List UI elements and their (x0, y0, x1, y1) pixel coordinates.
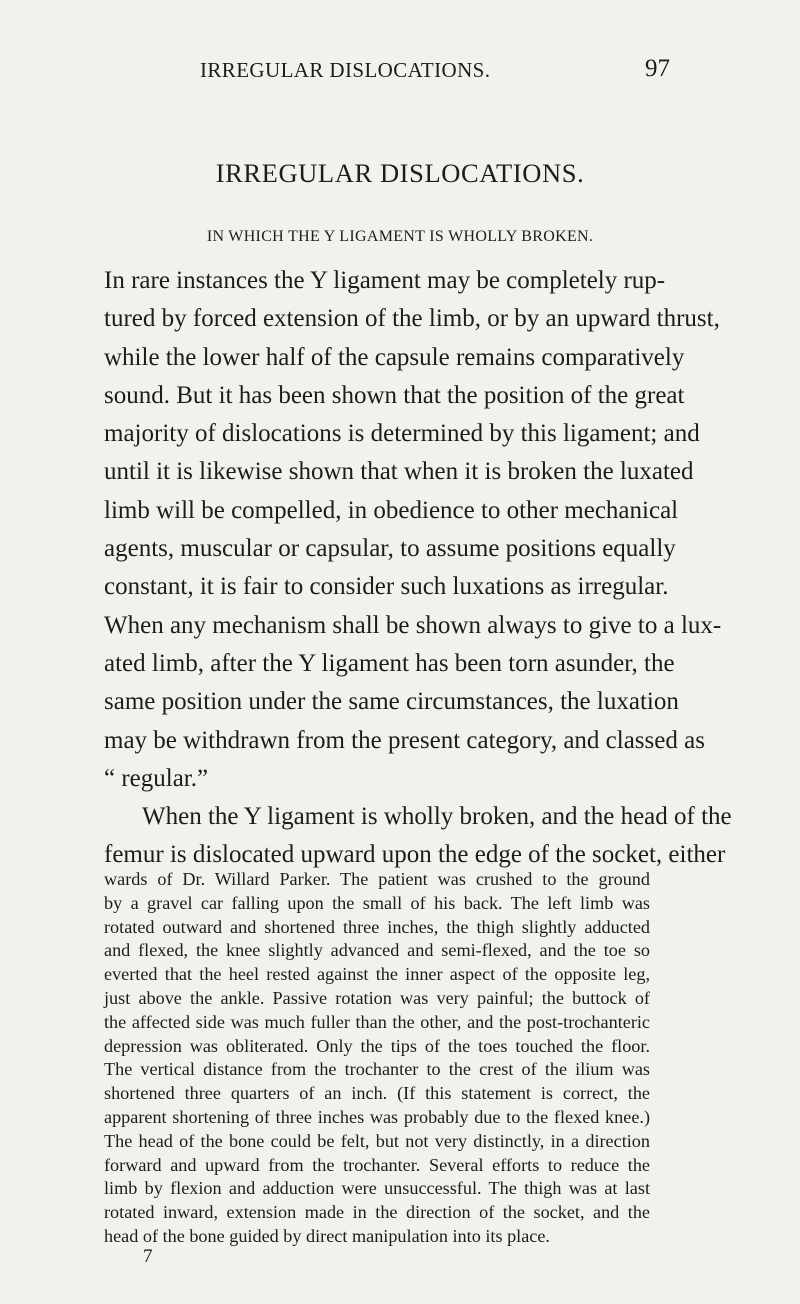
main-text-line: femur is dislocated upward upon the edge of the socket, either (104, 841, 726, 869)
main-text-line: tured by forced extension of the limb, or by an upward thrust, (104, 305, 720, 333)
signature-mark: 7 (143, 1246, 153, 1267)
main-text-line: agents, muscular or capsular, to assume positions equally (104, 535, 676, 563)
case-note-line: The vertical distance from the trochanter to the crest of the ilium was (104, 1059, 650, 1080)
main-text-line: ated limb, after the Y ligament has been torn asunder, the (104, 649, 675, 677)
case-note-line: shortened three quarters of an inch. (If this statement is correct, the (104, 1083, 650, 1104)
page-number: 97 (645, 55, 670, 82)
main-text-line: while the lower half of the capsule remains comparatively (104, 343, 685, 371)
case-note-line: head of the bone guided by direct manipulation into its place. (104, 1225, 550, 1246)
main-text-line: sound. But it has been shown that the position of the great (104, 381, 685, 409)
main-text-line: until it is likewise shown that when it is broken the luxated (104, 458, 694, 486)
chapter-subtitle: IN WHICH THE Y LIGAMENT IS WHOLLY BROKEN. (206, 228, 594, 245)
running-head (200, 55, 670, 88)
running-head-title: IRREGULAR DISLOCATIONS. (200, 58, 491, 82)
main-text-line: limb will be compelled, in obedience to other mechanical (104, 496, 679, 524)
main-text-line: constant, it is fair to consider such luxations as irregular. (104, 573, 669, 601)
case-note-line: limb by flexion and adduction were unsuccessful. The thigh was at last (104, 1178, 650, 1199)
main-text-line: may be withdrawn from the present category, and classed as (104, 726, 705, 754)
case-note-line: by a gravel car falling upon the small of his back. The left limb was (104, 892, 650, 913)
case-note-line: rotated outward and shortened three inches, the thigh slightly adducted (104, 916, 650, 937)
main-text-line: “ regular.” (104, 764, 209, 792)
main-text-line: When any mechanism shall be shown always to give to a lux- (104, 611, 722, 639)
case-note (104, 868, 650, 1249)
case-note-line: everted that the heel rested against the inner aspect of the opposite leg, (104, 964, 650, 985)
case-note-line: depression was obliterated. Only the tips of the toes touched the floor. (104, 1035, 650, 1056)
case-note-line: just above the ankle. Passive rotation was very painful; the buttock of (104, 987, 650, 1008)
main-text (104, 262, 732, 875)
case-note-line: wards of Dr. Willard Parker. The patient was crushed to the ground (104, 869, 650, 889)
chapter-title: IRREGULAR DISLOCATIONS. (215, 158, 585, 188)
case-note-line: The head of the bone could be felt, but not very distinctly, in a direction (104, 1130, 650, 1151)
main-text-line: When the Y ligament is wholly broken, and the head of the (142, 803, 732, 831)
case-note-line: apparent shortening of three inches was probably due to the flexed knee.) (104, 1106, 650, 1127)
main-text-line: same position under the same circumstances, the luxation (104, 688, 679, 716)
case-note-line: the affected side was much fuller than the other, and the post-trochanteric (104, 1011, 650, 1032)
case-note-line: and flexed, the knee slightly advanced and semi-flexed, and the toe so (104, 940, 650, 961)
case-note-line: forward and upward from the trochanter. Several efforts to reduce the (104, 1154, 650, 1175)
case-note-line: rotated inward, extension made in the direction of the socket, and the (104, 1202, 650, 1223)
main-text-line: In rare instances the Y ligament may be completely rup- (104, 267, 666, 294)
main-text-line: majority of dislocations is determined by this ligament; and (104, 420, 700, 448)
